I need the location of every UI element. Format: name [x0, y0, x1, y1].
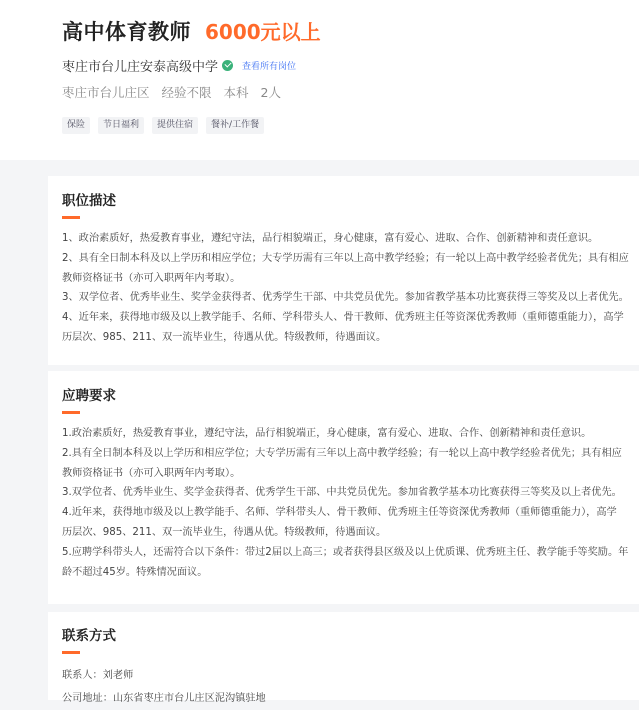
job-meta [62, 83, 639, 101]
verified-check-icon [222, 60, 233, 71]
benefit-tag: 节日福利 [98, 117, 144, 134]
contact-person-label: 联系人： [62, 670, 103, 681]
benefit-tag: 餐补/工作餐 [206, 117, 264, 134]
section-header [62, 371, 639, 414]
section-title-description: 职位描述 [62, 193, 116, 209]
section-header [62, 612, 639, 654]
description-line: 2、具有全日制本科及以上学历和相应学位；大专学历需有三年以上高中教学经验；有一轮以上高中教学经验者优先；具有相应 [62, 252, 629, 264]
requirement-line: 1.政治素质好，热爱教育事业，遵纪守法，品行相貌端正，身心健康，富有爱心、进取、合作、创新精神和责任意识。 [62, 428, 592, 439]
contact-person-row [62, 664, 629, 687]
requirements-content [62, 424, 639, 582]
requirement-line: 2.具有全日制本科及以上学历和相应学位；大专学历需有三年以上高中教学经验；有一轮以上高中教学经验者优先；具有相应 [62, 447, 622, 459]
job-description-card [48, 176, 639, 365]
requirement-line: 龄不超过45岁。特殊情况面议。 [62, 566, 208, 578]
job-title: 高中体育教师 [62, 20, 191, 44]
job-headcount: 2人 [260, 85, 281, 100]
contact-card [48, 612, 639, 704]
description-line: 4、近年来，获得地市级及以上教学能手、名师、学科带头人、骨干教师、优秀班主任等资深优秀教师（重师德重能力），高学 [62, 312, 624, 324]
benefit-tag: 保险 [62, 117, 90, 134]
section-underline [62, 411, 80, 414]
benefit-tag: 提供住宿 [152, 117, 198, 134]
salary: 6000元以上 [205, 20, 321, 44]
description-line: 教师资格证书（亦可入职两年内考取）。 [62, 272, 241, 284]
section-underline [62, 651, 80, 654]
company-address: 山东省枣庄市台儿庄区泥沟镇驻地 [112, 693, 266, 704]
description-line: 3、双学位者、优秀毕业生、奖学金获得者、优秀学生干部、中共党员优先。参加省教学基本功比赛获得三等奖及以上者优先。 [62, 292, 629, 304]
requirement-line: 4.近年来，获得地市级及以上教学能手、名师、学科带头人、骨干教师、优秀班主任等资深优秀教师（重师德重能力），高学 [62, 507, 617, 519]
job-experience: 经验不限 [161, 85, 212, 100]
contact-person: 刘老师 [102, 670, 134, 681]
section-header [62, 176, 639, 219]
requirement-line: 教师资格证书（亦可入职两年内考取）。 [62, 467, 241, 479]
requirement-line: 3.双学位者、优秀毕业生、奖学金获得者、优秀学生干部、中共党员优先。参加省教学基本功比赛获得三等奖及以上者优先。 [62, 487, 622, 499]
company-row [62, 56, 639, 74]
section-title-contact: 联系方式 [62, 628, 116, 644]
description-line: 历层次、985、211、双一流毕业生，待遇从优。特级教师，待遇面议。 [62, 331, 387, 343]
title-row [62, 16, 639, 46]
company-address-row [62, 687, 629, 710]
company-address-label: 公司地址： [62, 693, 113, 704]
view-all-positions-link[interactable]: 查看所有岗位 [242, 61, 297, 72]
requirement-line: 历层次、985、211、双一流毕业生，待遇从优。特级教师，待遇面议。 [62, 526, 387, 538]
description-content [62, 229, 639, 348]
section-underline [62, 216, 80, 219]
job-education: 本科 [223, 85, 249, 100]
benefit-tags [62, 117, 639, 134]
section-title-requirements: 应聘要求 [62, 388, 116, 404]
contact-content [62, 664, 639, 710]
job-header [0, 0, 639, 160]
requirements-card [48, 371, 639, 604]
company-name[interactable]: 枣庄市台儿庄安泰高级中学 [62, 59, 219, 75]
job-location: 枣庄市台儿庄区 [62, 85, 150, 100]
requirement-line: 5.应聘学科带头人，还需符合以下条件：带过2届以上高三；或者获得县区级及以上优质课、优秀班主任、教学能手等奖励。年 [62, 546, 629, 558]
description-line: 1、政治素质好，热爱教育事业，遵纪守法，品行相貌端正，身心健康，富有爱心、进取、合作、创新精神和责任意识。 [62, 233, 599, 244]
